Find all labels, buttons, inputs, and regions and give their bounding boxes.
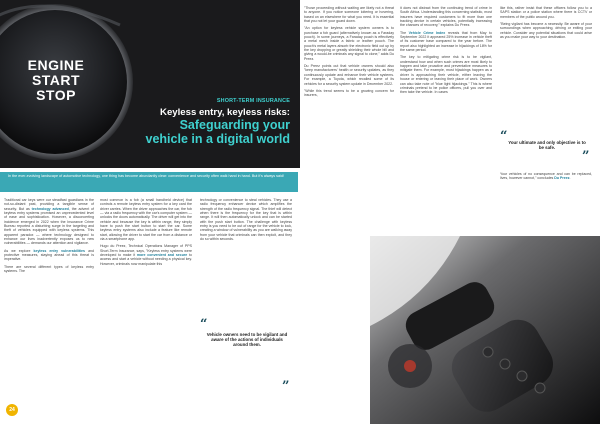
headline-title: Keyless entry, keyless risks: xyxy=(160,107,290,118)
button-line-engine: ENGINE xyxy=(27,57,85,73)
paragraph: There are several different types of keyless entry systems. The xyxy=(4,264,94,274)
button-line-start: START xyxy=(31,72,81,88)
headline-subtitle-1: Safeguarding your xyxy=(179,118,290,132)
pull-quote: Your ultimate and only objective is to be safe. xyxy=(508,140,586,151)
paragraph: "An option for keyless vehicle system owners is to purchase a fob guard (alternatively known as a Faraday pouch). In some journeys, a Faraday pouch is effectively a metal mesh inside a fabric or leather pouch. The pouch's metal layers absorb the electronic field cut up by the key dropping or greatly shielding their whole bill and giving a would-be criminals any signal to clone," adds Du Preez. xyxy=(304,26,394,61)
paragraph: technology or convenience to steal vehicles. They use a radio frequency enhancer device which amplifies the strength of the radio frequency signal. The thief will detect when there is the frequency for the key that is within range. It will then automatically unlock and can be started with the push start button. The challenge with keyless entry is you need to be out of range for the vehicle to lock, creating a window of vulnerability as you are walking away from your vehicle that criminals can then exploit, and they do so within seconds. xyxy=(200,198,292,242)
hero-image xyxy=(0,0,300,168)
paragraph: The Vehicle Crime Index reveals that from May to September 2022 it appeared 25% increase in vehicle theft of its customer base compared to the year before. The report also highlighted an increase in hijackings of 18% for the same period. xyxy=(400,30,492,53)
paragraph: "Those proceeding without waiting are likely not a threat to anyone. If you notice someone loitering or hovering, based on an elsewhere for what you need. It is essential that you not let your guard down. xyxy=(304,6,394,24)
car-key-photo xyxy=(370,236,600,424)
key-fob-illustration xyxy=(370,236,600,424)
intro-text: In the ever-evolving landscape of automotive technology, one thing has become abundantly clear: convenience and security often walk hand in hand. But it's always said! xyxy=(8,174,284,178)
right-column-3-end xyxy=(500,172,592,184)
paragraph: "Being vigilant has become a necessity. Be aware of your surroundings when approaching, driving or exiting your vehicle. Consider any potential situations that could arise as you make your way to your destination. xyxy=(500,22,592,40)
paragraph: As we explore keyless entry vulnerabilities and protective measures, staying ahead of this threat is imperative. xyxy=(4,248,94,262)
right-column-1 xyxy=(304,6,394,101)
right-column-2 xyxy=(400,6,492,98)
paragraph: Traditional car keys were our steadfast guardians in the not-so-distant past, providing a tangible sense of security. But as technology advanced, the advent of keyless entry systems promised an unprecedented level of ease and sophistication. However, a disconcerting incidence emerged in 2022 when the Insurance Crime Bureau reported a disturbing surge in the targeting and theft of vehicles equipped with keyless systems. This apparent paradox — where technology designed to enhance our lives inadvertently exposes us to new vulnerabilities — demands our attention and vigilance. xyxy=(4,198,95,246)
page-number-left: 24 xyxy=(6,404,18,416)
pull-quote: Vehicle owners need to be vigilant and aware of the actions of individuals around them. xyxy=(206,332,288,348)
paragraph: it does not distract from the continuing trend of crime in South Africa. Understanding this concerning statistic, most insurers have required customers to fit more than one tracking device in certain vehicles, potentially increasing the chances of recovery," explains Du Preez. xyxy=(400,6,492,28)
open-quote-icon: “ xyxy=(200,317,208,332)
paragraph: Hugo du Preez, Technical Operations Manager of PPS Short-Term Insurance, says, "Keyless entry systems were developed to make it more convenient and secure to access and start a vehicle without needing a physical key. However, criminals now manipulate this xyxy=(100,244,192,266)
left-column-3 xyxy=(200,198,292,244)
section-kicker: SHORT-TERM INSURANCE xyxy=(216,98,290,104)
left-column-2 xyxy=(100,198,192,269)
paragraph: The key to mitigating crime risk is to be vigilant, understand how and when such crimes are most likely to happen and take proactive and preventative measures to mitigate them. For example, most hijackings happen as a driver is approaching their vehicle, either leaving the house or entering or leaving their place of work. Owners can also take note of "blue light hijackings." This is where criminals pretend to be police officers, pull you over and then take the vehicle. In cases xyxy=(400,55,492,95)
headline-subtitle-2: vehicle in a digital world xyxy=(145,132,290,146)
article-headline xyxy=(120,107,290,146)
intro-banner xyxy=(0,172,298,192)
paragraph: like this, rather insist that these officers follow you to a SAPS station or a police station where there is CCTV or members of the public around you. xyxy=(500,6,592,19)
button-line-stop: STOP xyxy=(36,87,76,103)
right-column-3 xyxy=(500,6,592,42)
paragraph: Your vehicles of no consequence and can be replaced, lives, however cannot," concludes Du Preez. xyxy=(500,172,592,181)
paragraph: "While this trend seems to be a growing concern for insurers, xyxy=(304,88,394,98)
paragraph: Du Preez points out that vehicle owners should also "keep manufacturers' health or security updates, as they continuously update and enhance their vehicle systems. For example, a Toyota, which recalled some of its vehicles for a security system update in December 2022. xyxy=(304,64,394,86)
left-column-1 xyxy=(4,198,94,277)
button-text xyxy=(10,58,102,103)
close-quote-icon: ” xyxy=(582,149,590,164)
open-quote-icon: “ xyxy=(500,129,508,144)
close-quote-icon: ” xyxy=(282,379,290,394)
paragraph: most common is a fob (a small handheld device) that controls a remote keyless entry system for a key card the driver carries. When the driver approaches the car, the fob — via a radio frequency with the car's computer system — unlocks the doors automatically. The driver will get into the vehicle and because the key is within range, they simply have to push the start button to start the car. Some keyless entry systems also include a feature like remote start, allowing the driver to start the car from a distance or via a smartphone app. xyxy=(100,198,192,242)
